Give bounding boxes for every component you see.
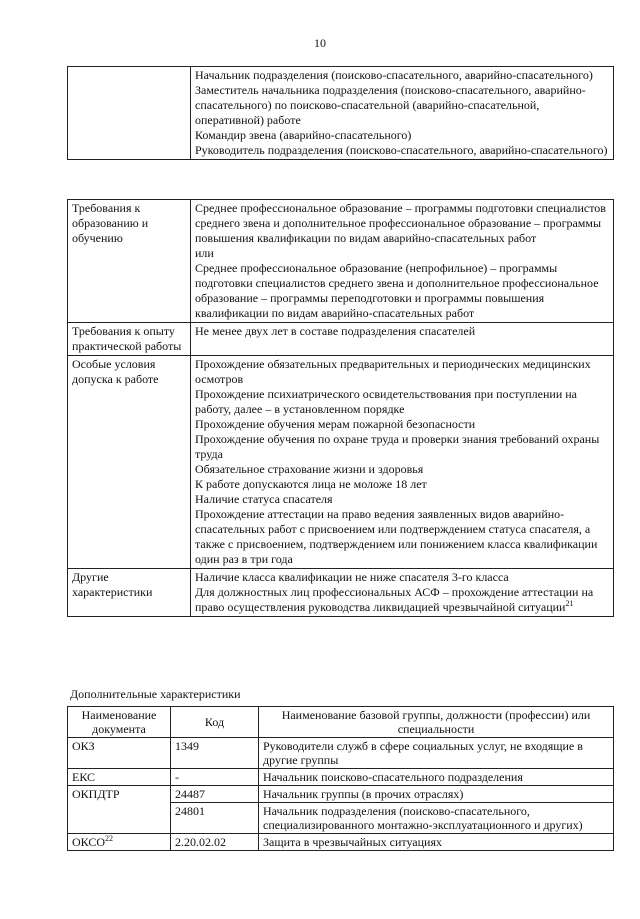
cell-line: Прохождение психиатрического освидетельствования при поступлении на работу, далее – в установленном порядке: [195, 387, 578, 416]
cell-line: Обязательное страхование жизни и здоровья: [195, 462, 424, 476]
footnote-marker: 22: [105, 834, 114, 843]
name-cell: Защита в чрезвычайных ситуациях: [259, 834, 614, 851]
table-row: [68, 769, 614, 786]
cell-line-text: Для должностных лиц профессиональных АСФ – прохождение аттестации на право осуществления руководства ликвидацией чрезвычайной ситуации: [195, 585, 594, 614]
table-row: [68, 834, 614, 851]
position-line: Заместитель начальника подразделения (поисково-спасательного, аварийно-спасательного) по поисково-спасательной (аварийно-спасательной, оперативной) работе: [195, 83, 586, 127]
cell-line: Наличие класса квалификации не ниже спасателя 3-го класса: [195, 570, 509, 584]
position-line: Командир звена (аварийно-спасательного): [195, 128, 412, 142]
row-label: Другие характеристики: [68, 569, 191, 617]
row-label: Требования к опыту практической работы: [68, 323, 191, 356]
cell-line: Не менее двух лет в составе подразделения спасателей: [195, 324, 476, 338]
table-row: [68, 323, 614, 356]
education-cell: [191, 200, 614, 323]
cell-line: Прохождение аттестации на право ведения заявленных видов аварийно-спасательных работ с присвоением или подтверждением статуса спасателя, а также с присвоением, подтверждением или понижением класса квалификации один раз в три года: [195, 507, 598, 566]
section-heading: Дополнительные характеристики: [70, 687, 241, 701]
table-row: [68, 786, 614, 803]
position-line: Руководитель подразделения (поисково-спасательного, аварийно-спасательного): [195, 143, 608, 157]
document-cell: ЕКС: [68, 769, 171, 786]
page-number: 10: [314, 36, 326, 50]
row-label: [68, 67, 191, 160]
row-label: Особые условия допуска к работе: [68, 356, 191, 569]
cell-line: Среднее профессиональное образование – программы подготовки специалистов среднего звена и дополнительное профессиональное образование – программы повышения квалификации по видам аварийно-спасательных работ: [195, 201, 606, 245]
admission-conditions-cell: [191, 356, 614, 569]
table-row: [68, 200, 614, 323]
code-cell: 24487: [171, 786, 259, 803]
cell-line: Среднее профессиональное образование (непрофильное) – программы подготовки специалистов среднего звена и дополнительное профессиональное образование – программы переподготовки и программы повышения квалификации по видам аварийно-спасательных работ: [195, 261, 599, 320]
cell-line: Наличие статуса спасателя: [195, 492, 333, 506]
column-header-code: Код: [171, 707, 259, 738]
code-cell: 1349: [171, 738, 259, 769]
continuation-table: [67, 66, 614, 160]
name-cell: Руководители служб в сфере социальных услуг, не входящие в другие группы: [259, 738, 614, 769]
footnote-marker: 21: [565, 599, 574, 608]
positions-cell: [191, 67, 614, 160]
experience-cell: [191, 323, 614, 356]
name-cell: Начальник группы (в прочих отраслях): [259, 786, 614, 803]
table-header-row: [68, 707, 614, 738]
position-line: Начальник подразделения (поисково-спасательного, аварийно-спасательного): [195, 68, 593, 82]
requirements-table: [67, 199, 614, 617]
other-characteristics-cell: [191, 569, 614, 617]
cell-line: Прохождение обязательных предварительных и периодических медицинских осмотров: [195, 357, 591, 386]
cell-line: или: [195, 246, 214, 260]
row-label: Требования к образованию и обучению: [68, 200, 191, 323]
cell-line: Прохождение обучения по охране труда и проверки знания требований охраны труда: [195, 432, 600, 461]
document-cell: ОКЗ: [68, 738, 171, 769]
code-cell: 2.20.02.02: [171, 834, 259, 851]
cell-line: [195, 585, 609, 615]
document-cell: ОКПДТР: [68, 786, 171, 834]
table-row: [68, 356, 614, 569]
code-cell: -: [171, 769, 259, 786]
code-cell: 24801: [171, 803, 259, 834]
document-text: ОКСО: [72, 835, 106, 849]
table-row: [68, 738, 614, 769]
cell-line: К работе допускаются лица не моложе 18 лет: [195, 477, 427, 491]
name-cell: Начальник подразделения (поисково-спасательного, специализированного монтажно-эксплуатационного и других): [259, 803, 614, 834]
column-header-name: Наименование базовой группы, должности (профессии) или специальности: [259, 707, 614, 738]
table-row: [68, 569, 614, 617]
table-row: [68, 67, 614, 160]
document-cell: [68, 834, 171, 851]
additional-characteristics-table: [67, 706, 614, 851]
name-cell: Начальник поисково-спасательного подразделения: [259, 769, 614, 786]
cell-line: Прохождение обучения мерам пожарной безопасности: [195, 417, 476, 431]
column-header-document: Наименование документа: [68, 707, 171, 738]
